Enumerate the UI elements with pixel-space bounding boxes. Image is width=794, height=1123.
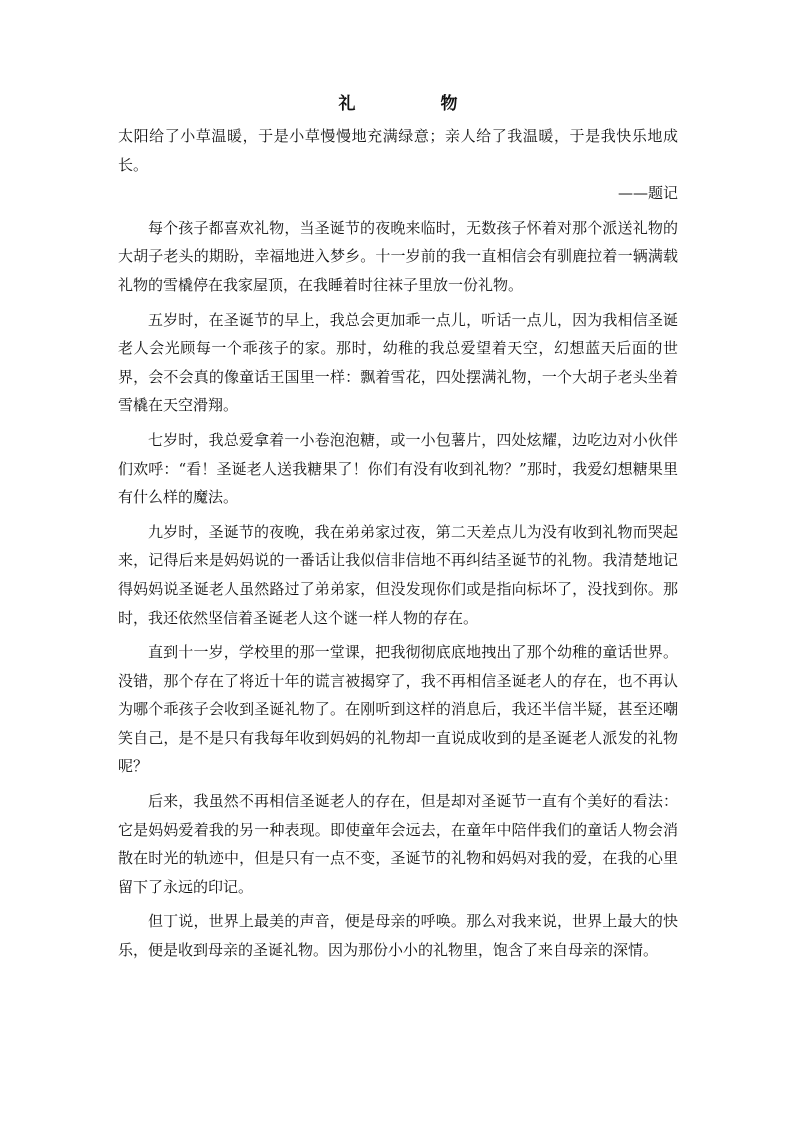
paragraph-2: 五岁时，在圣诞节的早上，我总会更加乖一点儿，听话一点儿，因为我相信圣诞老人会光顾每一个乖孩子的家。那时，幼稚的我总爱望着天空，幻想蓝天后面的世界，会不会真的像童话王国里一样：飘着雪花，四处摆满礼物，一个大胡子老头坐着雪橇在天空滑翔。 bbox=[118, 310, 678, 415]
paragraph-5: 直到十一岁，学校里的那一堂课，把我彻彻底底地拽出了那个幼稚的童话世界。没错，那个存在了将近十年的谎言被揭穿了，我不再相信圣诞老人的存在，也不再认为哪个乖孩子会收到圣诞礼物了。在刚听到这样的消息后，我还半信半疑，甚至还嘲笑自己，是不是只有我每年收到妈妈的礼物却一直说成收到的是圣诞老人派发的礼物呢？ bbox=[118, 643, 678, 776]
epigraph-attribution: ——题记 bbox=[617, 184, 678, 203]
epigraph: 太阳给了小草温暖，于是小草慢慢地充满绿意；亲人给了我温暖，于是我快乐地成长。 bbox=[118, 127, 678, 174]
paragraph-7: 但丁说，世界上最美的声音，便是母亲的呼唤。那么对我来说，世界上最大的快乐，便是收到母亲的圣诞礼物。因为那份小小的礼物里，饱含了来自母亲的深情。 bbox=[118, 912, 678, 960]
paragraph-4: 九岁时，圣诞节的夜晚，我在弟弟家过夜，第二天差点儿为没有收到礼物而哭起来，记得后来是妈妈说的一番话让我似信非信地不再纠结圣诞节的礼物。我清楚地记得妈妈说圣诞老人虽然路过了弟弟家，但没发现你们或是指向标坏了，没找到你。那时，我还依然坚信着圣诞老人这个谜一样人物的存在。 bbox=[118, 522, 678, 627]
paragraph-3: 七岁时，我总爱拿着一小卷泡泡糖，或一小包薯片，四处炫耀，边吃边对小伙伴们欢呼：“看！圣诞老人送我糖果了！你们有没有收到礼物？”那时，我爱幻想糖果里有什么样的魔法。 bbox=[118, 430, 678, 507]
paragraph-6: 后来，我虽然不再相信圣诞老人的存在，但是却对圣诞节一直有个美好的看法：它是妈妈爱着我的另一种表现。即使童年会远去，在童年中陪伴我们的童话人物会消散在时光的轨迹中，但是只有一点不变，圣诞节的礼物和妈妈对我的爱，在我的心里留下了永远的印记。 bbox=[118, 792, 678, 896]
document-page bbox=[118, 92, 678, 965]
page-title: 礼 物 bbox=[338, 94, 492, 114]
paragraph-1: 每个孩子都喜欢礼物，当圣诞节的夜晚来临时，无数孩子怀着对那个派送礼物的大胡子老头的期盼，幸福地进入梦乡。十一岁前的我一直相信会有驯鹿拉着一辆满载礼物的雪橇停在我家屋顶，在我睡着时往袜子里放一份礼物。 bbox=[118, 218, 678, 294]
